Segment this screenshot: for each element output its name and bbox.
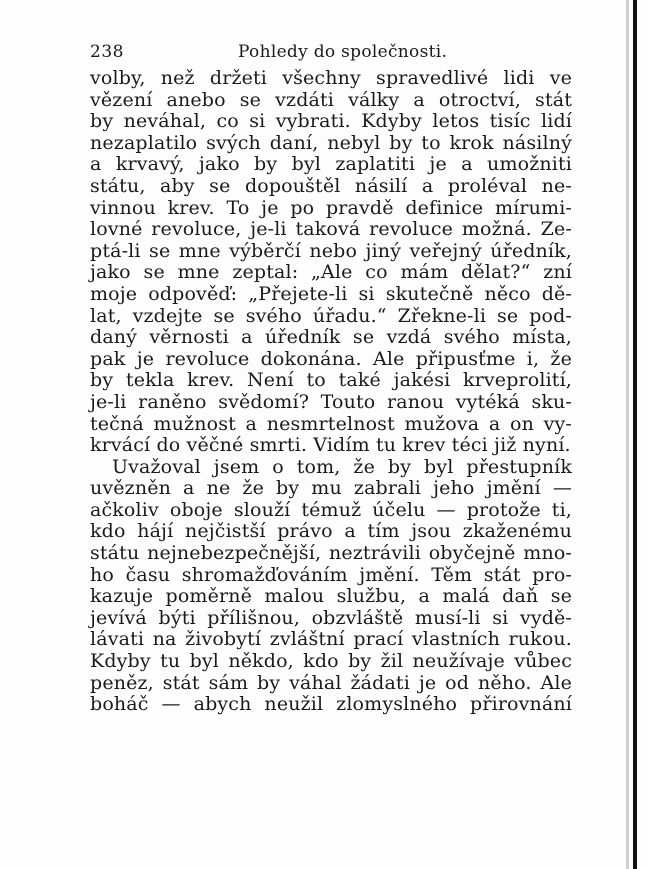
text-line: moje odpověď: „Přejete-li si skutečně něco dě- (90, 282, 572, 305)
text-line: a krvavý, jako by byl zaplatiti je a umožniti (90, 153, 572, 176)
text-line: daný věrnosti a úředník se vzdá svého místa, (90, 326, 572, 349)
page-number: 238 (90, 42, 124, 62)
text-line: ptá-li se mne výběrčí nebo jiný veřejný úředník, (90, 239, 572, 262)
text-line: kdo hájí nejčistší právo a tím jsou zkaženému (90, 520, 572, 543)
text-line: krvácí do věčné smrti. Vidím tu krev téci již nyní. (90, 434, 571, 457)
text-line: je-li raněno svědomí? Touto ranou vytéká sku- (90, 390, 572, 413)
running-title: Pohledy do společnosti. (238, 42, 448, 62)
text-line: by neváhal, co si vybrati. Kdyby letos tisíc lidí (90, 110, 572, 133)
text-line: státu nejnebezpečnější, neztrávili obyčejně mno- (90, 542, 572, 565)
text-line: tečná mužnost a nesmrtelnost mužova a on vy- (90, 412, 572, 435)
text-line: nezaplatilo svých daní, nebyl by to krok násilný (90, 131, 572, 154)
text-line: volby, než držeti všechny spravedlivé lidi ve (90, 67, 572, 89)
text-line: ačkoliv oboje slouží témuž účelu — protože ti, (90, 498, 572, 521)
text-line: boháč — abych neužil zlomyslného přirovnání (90, 693, 572, 716)
text-line: vinnou krev. To je po pravdě definice mírumi- (90, 196, 572, 219)
text-line: kazuje poměrně malou službu, a malá daň se (90, 585, 572, 608)
text-line: peněz, stát sám by váhal žádati je od něho. Ale (90, 671, 572, 694)
text-line: lovné revoluce, je-li taková revoluce možná. Ze- (90, 218, 572, 241)
text-line: uvězněn a ne že by mu zabrali jeho jmění — (90, 477, 572, 500)
text-line: by tekla krev. Není to také jakési krveprolití, (90, 369, 572, 392)
page-edge-border (633, 0, 637, 869)
text-line: lat, vzdejte se svého úřadu.“ Zřekne-li se pod- (90, 304, 572, 327)
text-line: jevívá býti přílišnou, obzvláště musí-li si vydě- (90, 606, 572, 629)
text-line: Kdyby tu byl někdo, kdo by žil neužívaje vůbec (90, 650, 572, 673)
page-edge-shadow (626, 0, 629, 869)
text-line: ho času shromažďováním jmění. Těm stát pro- (90, 563, 572, 586)
text-line: lávati na živobytí zvláštní prací vlastních rukou. (90, 628, 572, 651)
text-line: státu, aby se dopouštěl násilí a proléval ne- (90, 174, 572, 197)
text-line: jako se mne zeptal: „Ale co mám dělat?“ zní (90, 261, 572, 284)
page-header (90, 42, 570, 66)
text-line: pak je revoluce dokonána. Ale připusťme i, že (90, 347, 572, 370)
body-text (90, 68, 572, 716)
text-line: vězení anebo se vzdáti války a otroctví, stát (90, 88, 572, 111)
text-line: Uvažoval jsem o tom, že by byl přestupník (112, 455, 572, 478)
